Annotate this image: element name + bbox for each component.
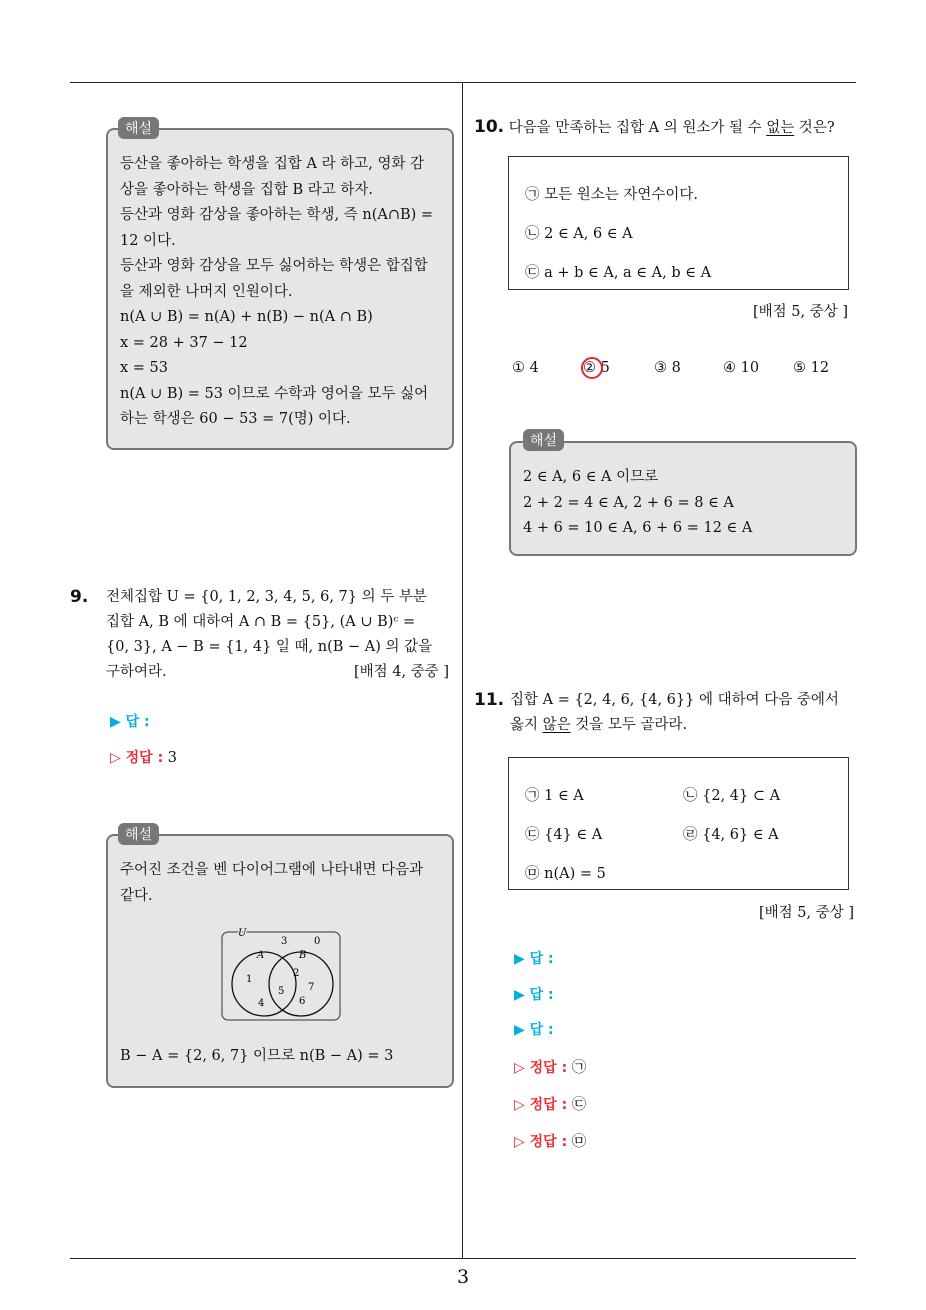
correct-value: ㉤ [571,1134,587,1150]
solution-line: 하는 학생은 60 − 53 = 7(명) 이다. [120,411,351,427]
choice-3[interactable]: ③ 8 [654,360,681,376]
answer-label: ▶ 답 : [514,951,554,967]
venn-universe-label: U [238,928,247,939]
condition-item: ㉠ 모든 원소는 자연수이다. [525,187,699,203]
solution-line: 주어진 조건을 벤 다이어그램에 나타내면 다음과 [120,862,424,878]
venn-both: 5 [278,986,285,997]
page-number: 3 [456,1266,470,1288]
question-text: 것을 모두 골라라. [570,717,688,733]
solution-tag: 해설 [523,429,564,451]
condition-item: ㉠ 1 ∈ A [525,788,584,804]
correct-value: ㉢ [571,1097,587,1113]
choice-2[interactable]: ② 5 [583,360,610,376]
solution-line: 2 ∈ A, 6 ∈ A 이므로 [523,469,659,485]
choice-5[interactable]: ⑤ 12 [793,360,830,376]
solution-line: 12 이다. [120,232,176,249]
question-line: 집합 A = {2, 4, 6, {4, 6}} 에 대하여 다음 중에서 [510,692,839,708]
answer-label: ▶ 답 : [514,1022,554,1038]
solution-line: 을 제외한 나머지 인원이다. [120,283,293,300]
solution-line: x = 28 + 37 − 12 [120,334,248,351]
question-emphasis: 없는 [766,120,795,136]
correct-label: ▷ 정답 : [514,1060,568,1076]
solution-tag: 해설 [118,823,159,845]
venn-b-only: 6 [299,996,306,1007]
bottom-rule [70,1258,856,1259]
question-number: 11. [474,690,505,710]
venn-a-label: A [257,950,265,961]
solution-box-10 [509,441,857,556]
correct-value: 3 [167,750,178,766]
question-text: 것은? [794,120,835,136]
solution-line: x = 53 [120,360,168,376]
question-number: 9. [70,587,89,607]
condition-item: ㉤ n(A) = 5 [525,866,606,882]
condition-box-10 [508,156,849,290]
answer-label: ▶ 답 : [514,987,554,1003]
choice-4[interactable]: ④ 10 [723,360,760,376]
question-10 [474,116,835,137]
solution-line: 등산과 영화 감상을 좋아하는 학생, 즉 n(A∩B) = [120,207,434,223]
answer-label: ▶ 답 : [110,714,150,730]
question-number: 10. [474,117,505,137]
correct-label: ▷ 정답 : [514,1134,568,1150]
solution-line: 등산과 영화 감상을 모두 싫어하는 학생은 합집합 [120,258,428,274]
question-line: 전체집합 U = {0, 1, 2, 3, 4, 5, 6, 7} 의 두 부분 [106,589,427,605]
condition-item: ㉡ {2, 4} ⊂ A [683,788,781,804]
choice-1[interactable]: ① 4 [512,360,539,376]
score-label: [배점 4, 중중 ] [354,664,450,680]
selected-answer-mark [581,357,603,379]
correct-answer [110,747,177,767]
solution-line: n(A ∪ B) = 53 이므로 수학과 영어을 모두 싫어 [120,385,429,402]
solution-line: 등산을 좋아하는 학생을 집합 A 라 하고, 영화 감 [120,156,425,172]
column-divider [462,82,463,1258]
solution-box-8 [106,128,454,450]
venn-b-only: 2 [293,968,300,979]
condition-box-11 [508,757,849,890]
solution-tag: 해설 [118,117,159,139]
solution-line: 같다. [120,887,153,904]
solution-line: 4 + 6 = 10 ∈ A, 6 + 6 = 12 ∈ A [523,520,753,536]
question-emphasis: 않은 [542,717,571,733]
venn-outside: 3 [281,936,288,947]
venn-a-only: 4 [258,998,265,1009]
correct-value: ㉠ [571,1060,587,1076]
correct-answer [514,1093,586,1114]
condition-item: ㉢ a + b ∈ A, a ∈ A, b ∈ A [525,265,712,281]
correct-answer [514,1130,586,1151]
venn-diagram [220,928,350,1028]
top-rule [70,82,856,83]
solution-line: n(A ∪ B) = n(A) + n(B) − n(A ∩ B) [120,309,373,325]
question-11 [474,688,860,738]
correct-answer [514,1056,586,1077]
solution-box-9 [106,834,454,1088]
solution-line: 2 + 2 = 4 ∈ A, 2 + 6 = 8 ∈ A [523,494,734,511]
correct-label: ▷ 정답 : [514,1097,568,1113]
condition-item: ㉣ {4, 6} ∈ A [683,827,779,843]
venn-b-label: B [299,950,307,961]
solution-conclusion: B − A = {2, 6, 7} 이므로 n(B − A) = 3 [120,1048,394,1064]
venn-outside: 0 [314,936,321,947]
solution-line: 상을 좋아하는 학생을 집합 B 라고 하자. [120,181,374,198]
condition-item: ㉢ {4} ∈ A [525,827,603,843]
question-line: 구하여라. [106,664,167,680]
score-label: [배점 5, 중상 ] [753,304,849,320]
venn-a-only: 1 [246,974,253,985]
question-text: 옳지 [510,717,543,733]
question-line: {0, 3}, A − B = {1, 4} 일 때, n(B − A) 의 값을 [106,639,433,655]
score-label: [배점 5, 중상 ] [759,905,855,921]
correct-label: ▷ 정답 : [110,750,164,766]
venn-b-only: 7 [308,982,315,993]
question-line: 집합 A, B 에 대하여 A ∩ B = {5}, (A ∪ B)ᶜ = [106,614,416,630]
condition-item: ㉡ 2 ∈ A, 6 ∈ A [525,226,633,242]
question-text: 다음을 만족하는 집합 A 의 원소가 될 수 [508,120,767,136]
